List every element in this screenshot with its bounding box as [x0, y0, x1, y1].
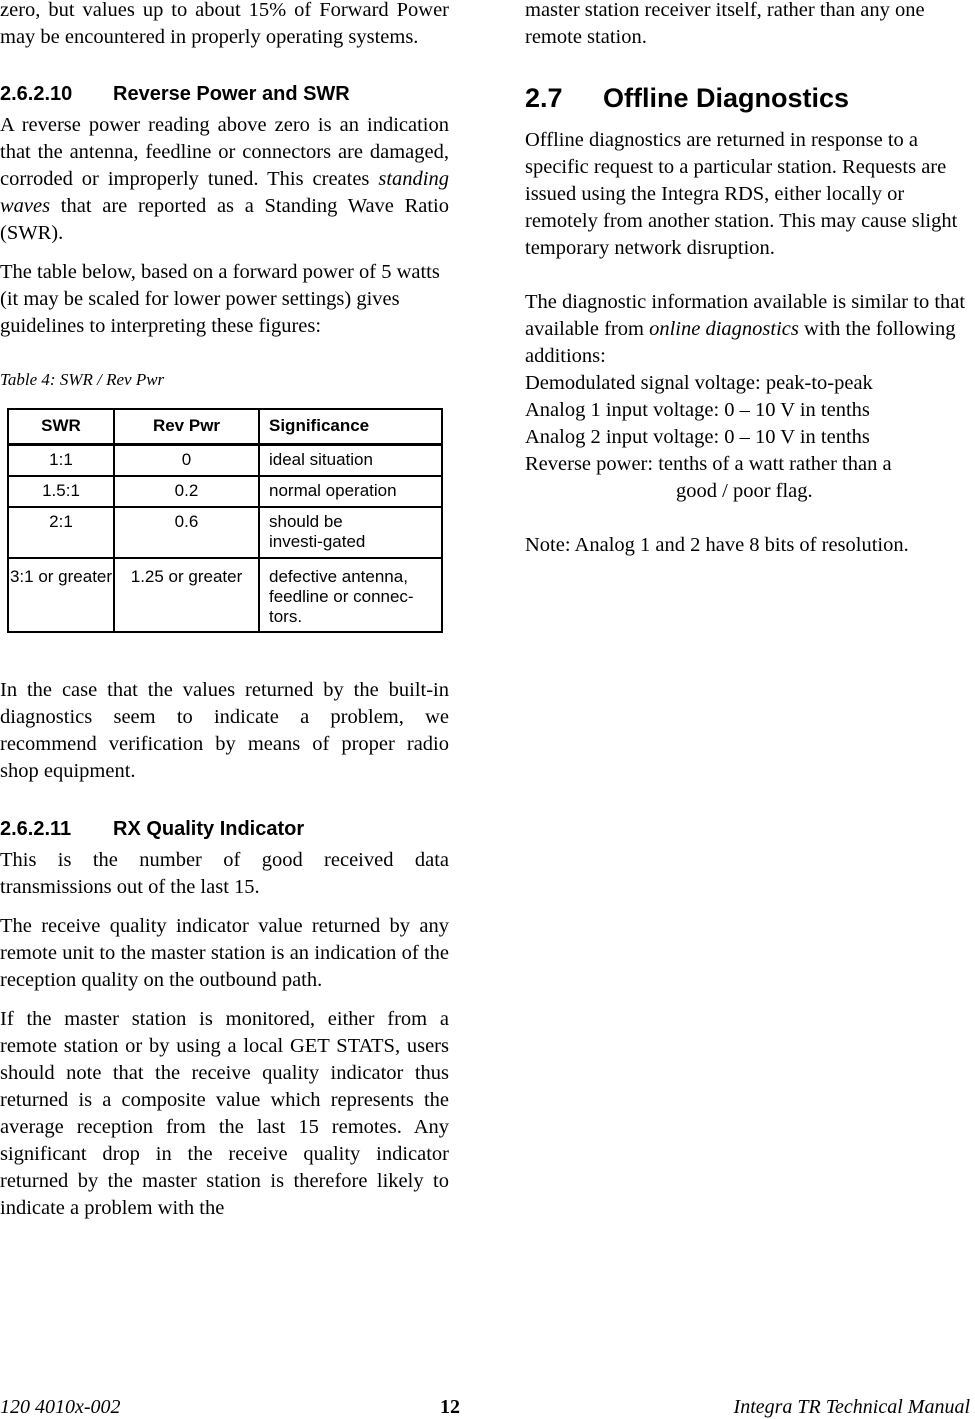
swr-paragraph: [0, 112, 449, 247]
section-title: Offline Diagnostics: [603, 83, 850, 113]
table-cell: 0.6: [114, 507, 259, 558]
footer-manual-title: Integra TR Technical Manual: [733, 1396, 970, 1418]
table-cell: 3:1 or greater: [8, 558, 114, 632]
section-title: RX Quality Indicator: [113, 817, 305, 840]
table-header-cell: SWR: [8, 409, 114, 445]
table-cell: 0: [114, 445, 259, 476]
swr-table: [7, 408, 443, 633]
section-heading-2-7: [525, 82, 970, 114]
rx-quality-remote-paragraph: The receive quality indicator value returned by any remote unit to the master station is an indication of the reception quality on the outbound path.: [0, 914, 449, 991]
table-row: [8, 507, 442, 558]
continued-paragraph: master station receiver itself, rather than any one remote station.: [525, 0, 925, 48]
table-row: [8, 558, 442, 632]
table-intro-paragraph: The table below, based on a forward power of 5 watts (it may be scaled for lower power settings) gives guidelines to interpreting these figures:: [0, 261, 440, 337]
section-number: 2.6.2.10: [0, 83, 73, 105]
diagnostic-info-paragraph: [525, 289, 970, 370]
right-column: [525, 0, 970, 559]
table-cell: 1.5:1: [8, 476, 114, 507]
swr-paragraph-text-b: that are reported as a Standing Wave Ratio (SWR).: [0, 195, 449, 244]
additions-list-item: Demodulated signal voltage: peak-to-peak: [525, 372, 873, 394]
section-heading-2-6-2-11: [0, 817, 449, 841]
table-row: [8, 445, 442, 476]
intro-paragraph: zero, but values up to about 15% of Forward Power may be encountered in properly operating systems.: [0, 0, 449, 48]
table-cell: should be investi-gated: [259, 507, 442, 558]
table-header-cell: Rev Pwr: [114, 409, 259, 445]
diagnostic-info-text-b: with the following additions:: [525, 318, 956, 367]
table-cell: 0.2: [114, 476, 259, 507]
additions-list-item: Reverse power: tenths of a watt rather than a: [525, 453, 892, 475]
offline-diagnostics-paragraph: Offline diagnostics are returned in response to a specific request to a particular station. Requests are issued using the Integra RDS, either locally or remotely from another station. This may cause slight temporary network disruption.: [525, 129, 958, 259]
table-cell: 2:1: [8, 507, 114, 558]
section-number: 2.6.2.11: [0, 817, 72, 840]
table-cell: 1.25 or greater: [114, 558, 259, 632]
rx-quality-master-paragraph: If the master station is monitored, either from a remote station or by using a local GET STATS, users should note that the receive quality indicator thus returned is a composite value which represents the average reception from the last 15 remotes. Any significant drop in the receive quality indicator returned by the master station is therefore likely to indicate a problem with the: [0, 1007, 449, 1219]
swr-paragraph-emphasis: standing waves: [0, 168, 449, 217]
table-header-row: [8, 409, 442, 445]
section-number: 2.7: [525, 83, 563, 113]
section-title: Reverse Power and SWR: [113, 83, 350, 105]
diagnostic-info-emphasis: online diagnostics: [649, 318, 799, 340]
rx-quality-paragraph: This is the number of good received data transmissions out of the last 15.: [0, 848, 449, 898]
additions-list-item: good / poor flag.: [676, 480, 813, 502]
additions-list-item: Analog 1 input voltage: 0 – 10 V in tenths: [525, 399, 870, 421]
table-caption: Table 4: SWR / Rev Pwr: [0, 370, 165, 389]
table-cell: normal operation: [259, 476, 442, 507]
table-header-cell: Significance: [259, 409, 442, 445]
footer-page-number: 12: [440, 1396, 460, 1418]
swr-paragraph-text-a: A reverse power reading above zero is an indication that the antenna, feedline or connectors are damaged, corroded or improperly tuned. This creates: [0, 114, 449, 190]
table-cell: defective antenna, feedline or connec-tors.: [259, 558, 442, 632]
footer-doc-number: 120 4010x-002: [0, 1396, 121, 1418]
table-cell: ideal situation: [259, 445, 442, 476]
resolution-note: Note: Analog 1 and 2 have 8 bits of resolution.: [525, 534, 909, 556]
table-cell: 1:1: [8, 445, 114, 476]
diagnostic-info-text-a: The diagnostic information available is similar to that available from: [525, 291, 966, 340]
additions-list-item: Analog 2 input voltage: 0 – 10 V in tenths: [525, 426, 870, 448]
verification-paragraph: In the case that the values returned by the built-in diagnostics seem to indicate a problem, we recommend verification by means of proper radio shop equipment.: [0, 678, 449, 782]
table-row: [8, 476, 442, 507]
left-column: [0, 0, 449, 1222]
section-heading-2-6-2-10: [0, 82, 449, 106]
